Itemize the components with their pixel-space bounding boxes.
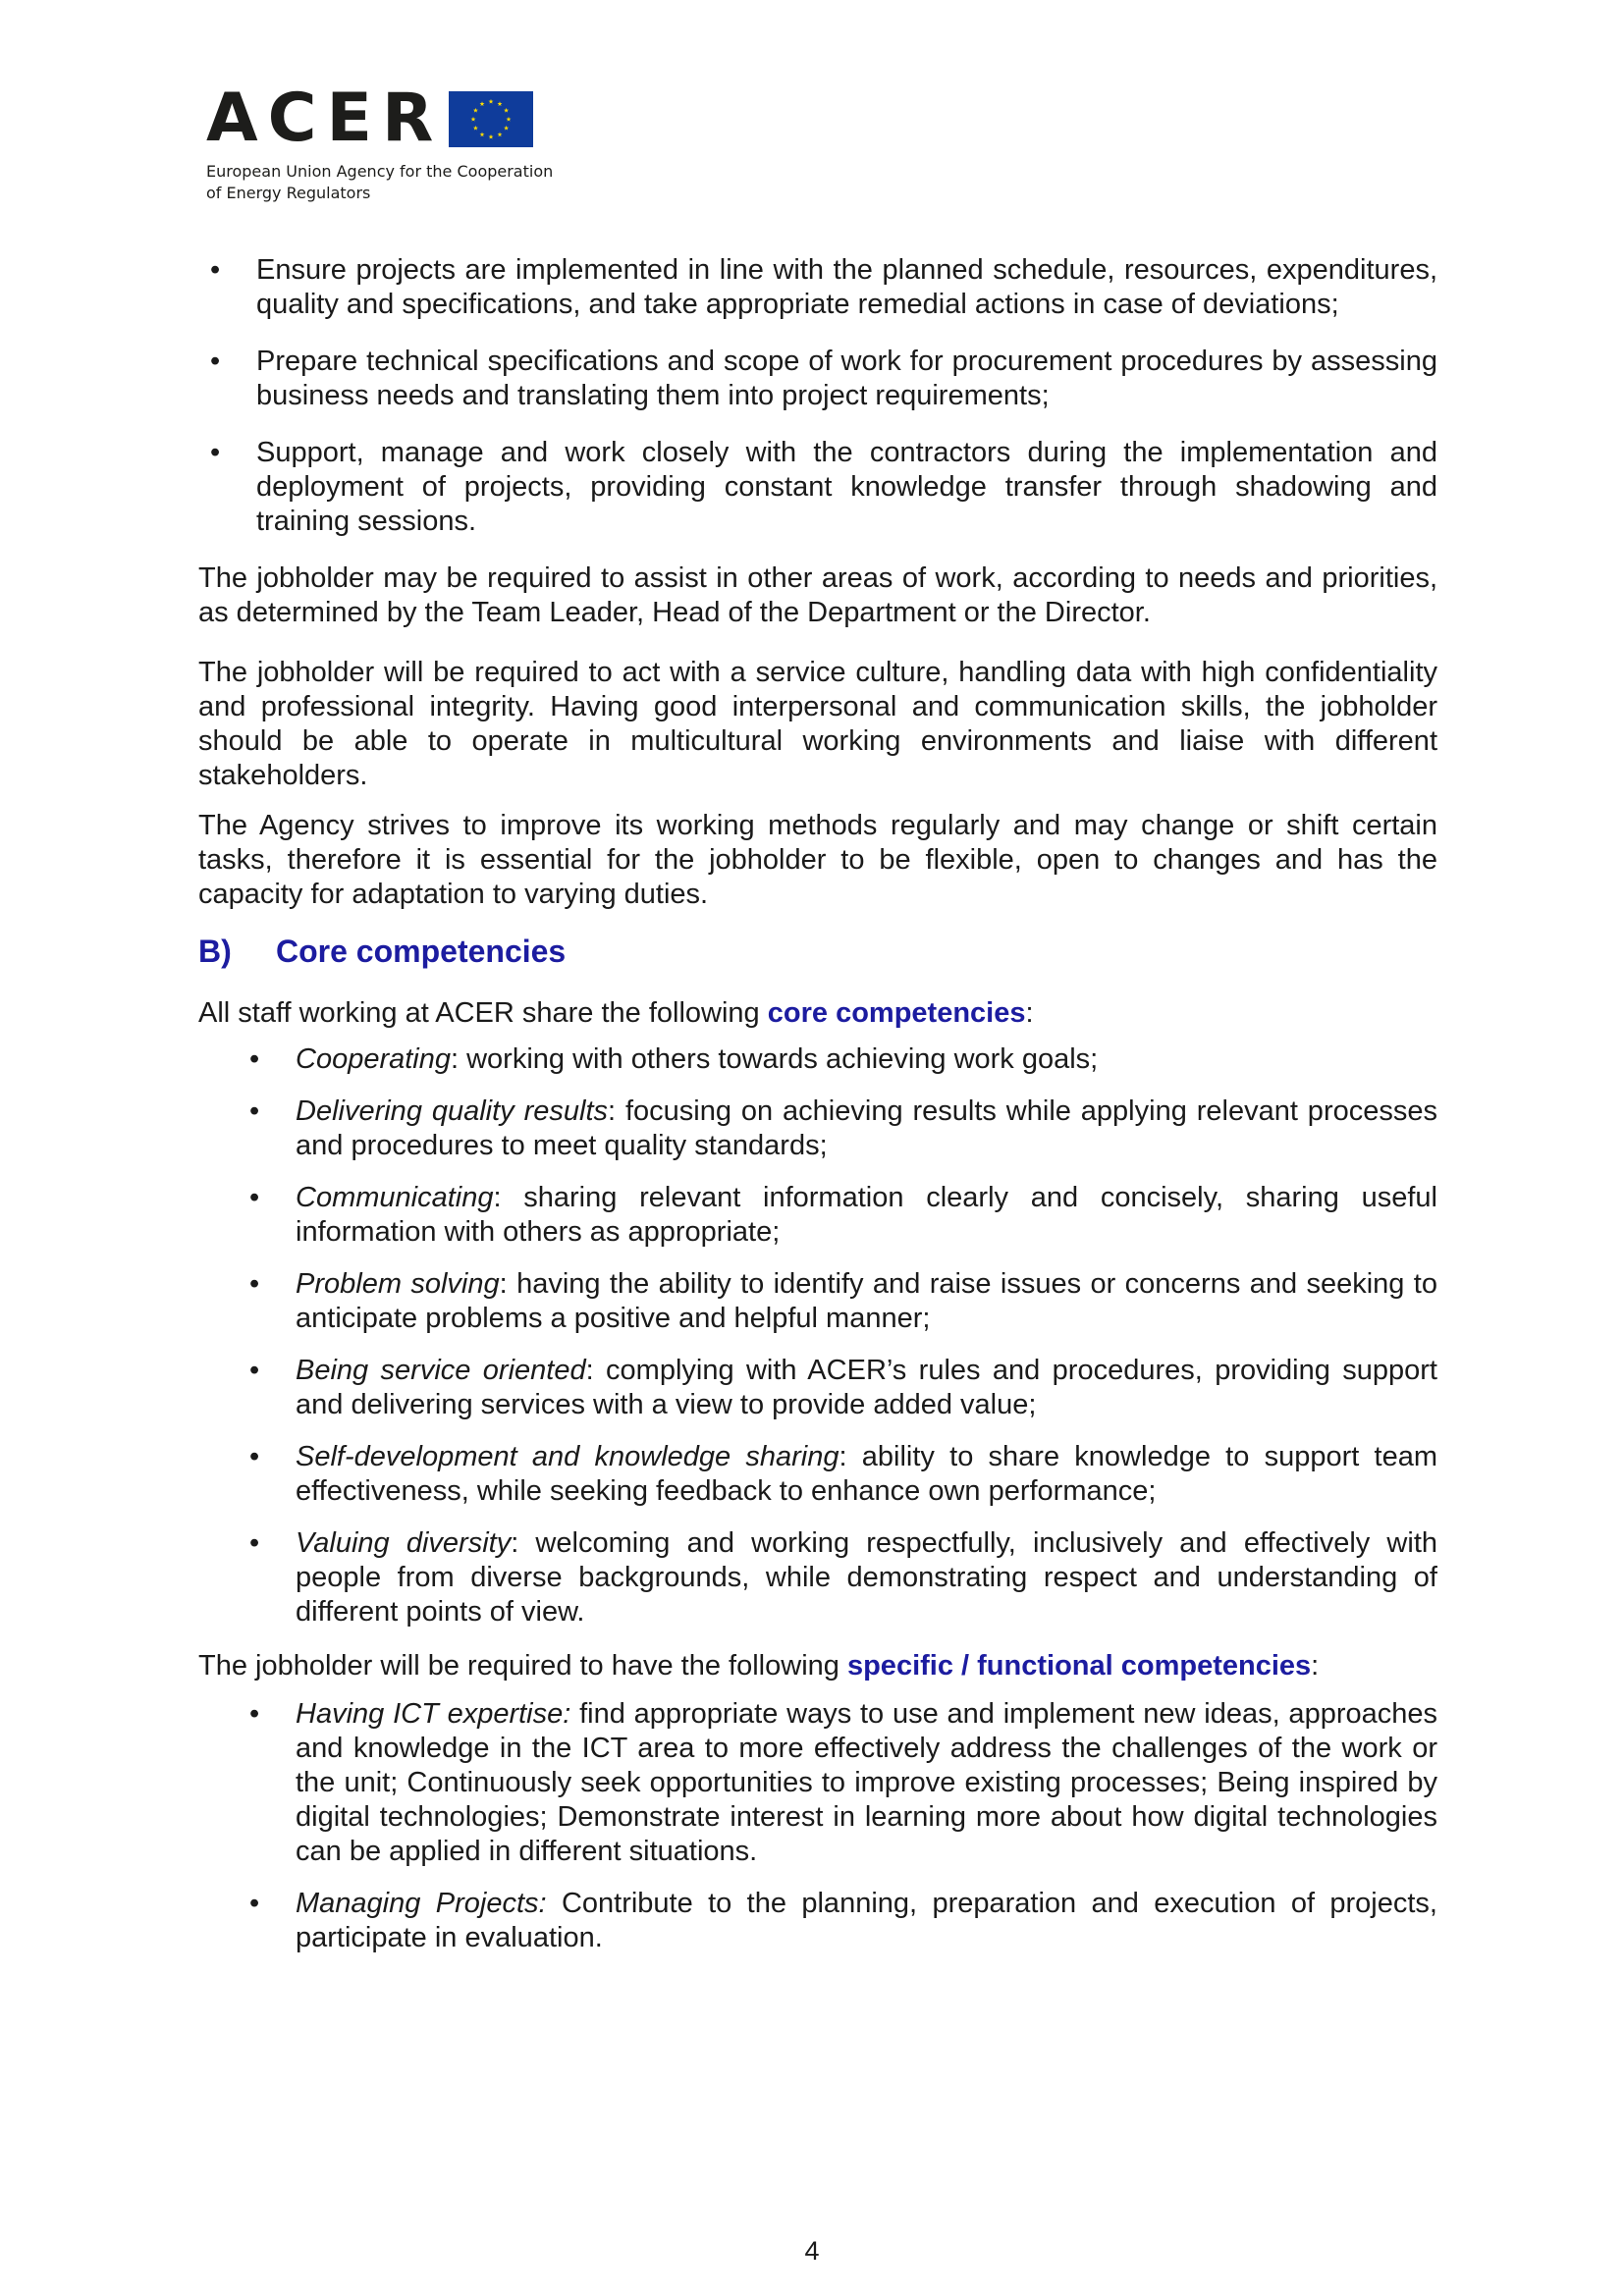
specific-intro-highlight: specific / functional competencies — [846, 1650, 1312, 1682]
competency-text: : welcoming and working respectfully, inclusively and effectively with people from diverse backgrounds, while demonstrating respect and understanding of different points of view. — [296, 1527, 1437, 1628]
list-item: • Prepare technical specifications and scope of work for procurement procedures by assessing business needs and translating them into project requirements; — [198, 345, 1437, 413]
page-number: 4 — [804, 2236, 820, 2266]
competency-term: Valuing diversity — [296, 1527, 512, 1559]
acer-logo — [206, 82, 599, 204]
competency-text: Contribute to the planning, preparation and execution of projects, participate in evaluation. — [296, 1888, 1437, 1953]
competency-term: Self-development and knowledge sharing — [296, 1441, 839, 1472]
list-item — [198, 1697, 1437, 1869]
specific-intro-text: The jobholder will be required to have the following — [198, 1650, 847, 1682]
core-intro-text: All staff working at ACER share the following — [198, 997, 768, 1029]
paragraph-other-areas: The jobholder may be required to assist in other areas of work, according to needs and priorities, as determined by the Team Leader, Head of the Department or the Director. — [198, 562, 1437, 628]
logo-subtitle — [206, 161, 560, 204]
core-intro-colon: : — [1025, 997, 1034, 1029]
competency-text: find appropriate ways to use and implement new ideas, approaches and knowledge in the ICT area to more effectively address the challenges of the work or the unit; Continuously seek opportunities to improve existing processes; Being inspired by digital technologies; Demonstrate interest in learning more about how digital technologies can be applied in different situations. — [296, 1698, 1437, 1867]
list-item: • Support, manage and work closely with the contractors during the implementation and deployment of projects, providing constant knowledge transfer through shadowing and training sessions. — [198, 436, 1437, 539]
core-competency-list — [198, 1042, 1437, 1629]
list-item — [198, 1526, 1437, 1629]
competency-term: Being service oriented — [296, 1355, 586, 1386]
section-title: Core competencies — [276, 934, 567, 969]
competency-term: Delivering quality results — [296, 1095, 608, 1127]
list-item — [198, 1887, 1437, 1955]
section-number: B) — [198, 934, 232, 969]
competency-text: : complying with ACER’s rules and procedures, providing support and delivering services with a view to provide added value; — [296, 1355, 1437, 1420]
list-item — [198, 1440, 1437, 1509]
paragraph-flexibility: The Agency strives to improve its working methods regularly and may change or shift certain tasks, therefore it is essential for the jobholder to be flexible, open to changes and has the capacity for adaptation to varying duties. — [198, 810, 1437, 910]
eu-flag-icon — [449, 91, 533, 147]
competency-text: : having the ability to identify and raise issues or concerns and seeking to anticipate problems a positive and helpful manner; — [296, 1268, 1437, 1334]
competency-text: : focusing on achieving results while applying relevant processes and procedures to meet quality standards; — [296, 1095, 1437, 1161]
competency-text: : working with others towards achieving work goals; — [451, 1043, 1099, 1075]
specific-intro — [198, 1649, 1437, 1683]
list-item — [198, 1354, 1437, 1422]
logo-wordmark: ACER — [206, 80, 444, 157]
competency-text: : sharing relevant information clearly and concisely, sharing useful information with others as appropriate; — [296, 1182, 1437, 1248]
list-item — [198, 1267, 1437, 1336]
competency-term: Communicating — [296, 1182, 494, 1213]
paragraph-service-culture: The jobholder will be required to act with a service culture, handling data with high confidentiality and professional integrity. Having good interpersonal and communication skills, the jobholder should be able to operate in multicultural working environments and liaise with different stakeholders. — [198, 657, 1437, 791]
list-item — [198, 1181, 1437, 1250]
specific-intro-colon: : — [1311, 1650, 1320, 1682]
list-item — [198, 1042, 1437, 1077]
competency-term: Having ICT expertise: — [296, 1698, 571, 1730]
logo-subtitle-line1: European Union Agency for the Cooperation — [206, 162, 554, 181]
list-item: • Ensure projects are implemented in line with the planned schedule, resources, expenditures, quality and specifications, and take appropriate remedial actions in case of deviations; — [198, 253, 1437, 322]
specific-competency-list — [198, 1697, 1437, 1955]
section-heading — [198, 932, 1437, 971]
core-intro-highlight: core competencies — [767, 997, 1026, 1029]
logo-subtitle-line2: of Energy Regulators — [206, 184, 371, 202]
document-body — [198, 253, 1437, 1973]
competency-text: : ability to share knowledge to support team effectiveness, while seeking feedback to enhance own performance; — [296, 1441, 1437, 1507]
list-item — [198, 1095, 1437, 1163]
core-intro — [198, 996, 1437, 1031]
responsibility-list — [198, 253, 1437, 539]
competency-term: Cooperating — [296, 1043, 451, 1075]
competency-term: Problem solving — [296, 1268, 500, 1300]
competency-term: Managing Projects: — [296, 1888, 547, 1919]
